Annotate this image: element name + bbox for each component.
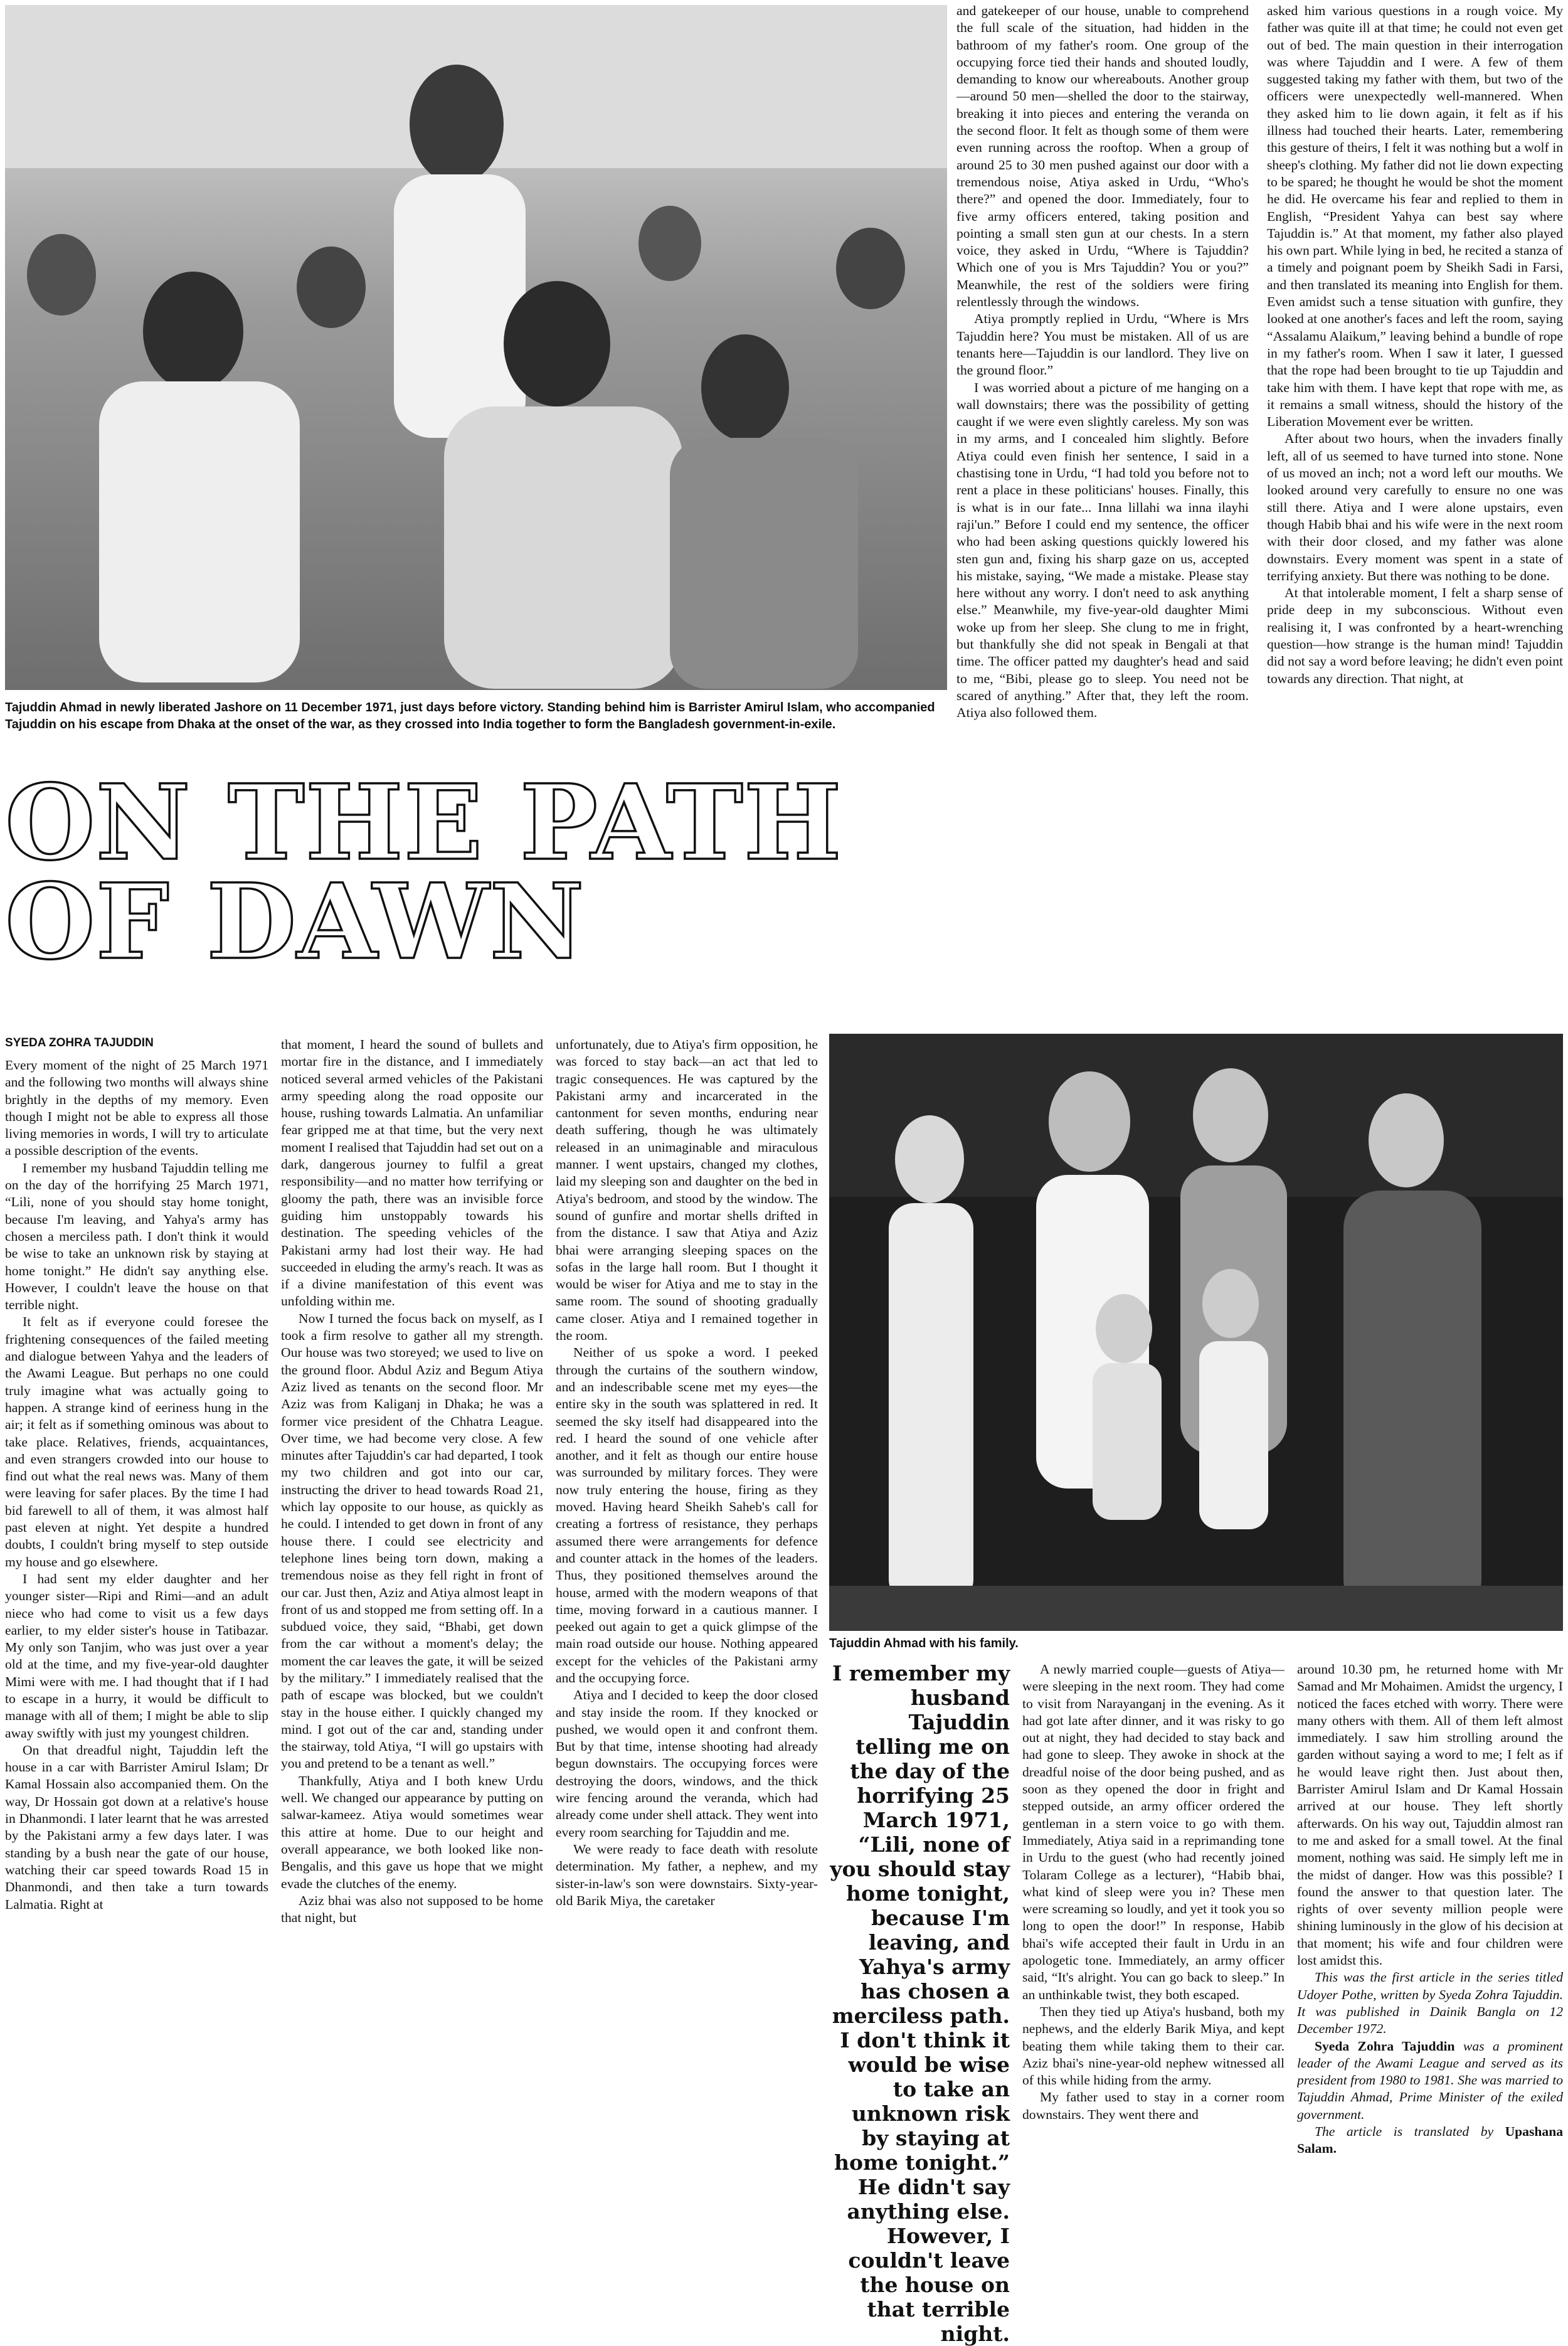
paragraph: asked him various questions in a rough voice. My father was quite ill at that time; he could not even get out of bed. The main question in their interrogation was where Tajuddin and I were. A few of them suggested taking my father with them, but two of the officers were unexpectedly well-mannered. When they asked him to lie down again, it felt as if his illness had touched their hearts. Later, remembering this gesture of theirs, I felt it was nothing but a wolf in sheep's clothing. My father did not lie down expecting to be spared; he thought he would be shot the moment he did. He overcame his fear and replied to them in English, “President Yahya can best say where Tajuddin is.” At that moment, my father also played his own part. While lying in bed, he recited a stanza of a timely and poignant poem by Sheikh Sadi in Farsi, and then translated its meaning into English for them. Even amidst such a tense situation with gunfire, they looked at one another's faces and left the room, saying “Assalamu Alaikum,” leaving behind a bundle of rope in my father's room. When I saw it later, I guessed that the rope had been brought to tie up Tajuddin and take him with them. I have kept that rope with me, as it remains a small witness, should the history of the Liberation Movement ever be written.: [1267, 3, 1563, 430]
paragraph: A newly married couple—guests of Atiya—were sleeping in the next room. They had come to visit from Narayanganj in the evening. As it had got late after dinner, and it was risky to go out at night, they had decided to stay back and had gone to sleep. They awoke in shock at the dreadful noise of the door being pushed, and as soon as they opened the door in fright and stepped outside, an army officer ordered the gentleman in a stern voice to go with them. Immediately, Atiya said in a reprimanding tone in Urdu to the guest (who had recently joined Tolaram College as a lecturer), “Habib bhai, what kind of sleep were you in? These men were screaming so loudly, and yet it took you so long to open the door!” In response, Habib bhai's wife accepted their fault in Urdu in an apologetic tone. Immediately, an army officer said, “It's alright. You can go back to sleep.” In an unthinkable twist, they both escaped.: [1022, 1662, 1285, 2002]
pull-quote: I remember my husband Tajuddin telling me on the day of the horrifying 25 March 1971, “Lili, none of you should stay home tonight, because I'm leaving, and Yahya's army has chosen a merciless path. I don't think it would be wise to take an unknown risk by staying at home tonight.” He didn't say anything else. However, I couldn't leave the house on that terrible night.: [830, 1661, 1010, 2346]
paragraph: After about two hours, when the invaders finally left, all of us seemed to have turned into stone. None of us moved an inch; not a word left our mouths. We looked around very carefully to ensure no one was still there. Atiya and I were alone upstairs, even though Habib bhai and his wife were in the next room with their door closed, and my father was alone downstairs. Every moment was spent in a state of terrifying anxiety. But there was nothing to be done.: [1267, 431, 1563, 583]
column-5: [1297, 1661, 1563, 2301]
paragraph: It felt as if everyone could foresee the frightening consequences of the failed meeting and dialogue between Yahya and the leaders of the Awami League. But perhaps no one could truly imagine what was actually going to happen. A strange kind of eeriness hung in the air; it felt as if something ominous was about to take place. Relatives, friends, acquaintances, and even strangers crowded into our house to find out what the real news was. Many of them were leaving for safer places. By the time I had bid farewell to all of them, it was almost half past eleven at night. Yet despite a hundred doubts, I couldn't bring myself to step outside my house and go elsewhere.: [5, 1314, 268, 1569]
photo-family-caption: Tajuddin Ahmad with his family.: [829, 1637, 1019, 1650]
paragraph: At that intolerable moment, I felt a sharp sense of pride deep in my subconscious. Without even realising it, I was confronted by a heart-wrenching question—how strange is the human mind! Tajuddin did not say a word before leaving; he didn't even point towards any direction. That night, at: [1267, 585, 1563, 686]
photo-family: [829, 1034, 1563, 1631]
paragraph: We were ready to face death with resolute determination. My father, a nephew, and my sister-in-law's son were downstairs. Sixty-year-old Barik Miya, the caretaker: [556, 1841, 818, 1908]
translator-name: Upashana Salam.: [1297, 2124, 1563, 2157]
author-bio: was a prominent leader of the Awami League and served as its president from 1980 to 1981. She was married to Tajuddin Ahmad, Prime Minister of the exiled government.: [1297, 2038, 1563, 2122]
paragraph: Atiya and I decided to keep the door closed and stay inside the room. If they knocked or pushed, we would open it and confront them. But by that time, intense shooting had already begun downstairs. The occupying forces were destroying the doors, windows, and the thick wire fencing around the veranda, which had already come under shell attack. They went into every room searching for Tajuddin and me.: [556, 1687, 818, 1840]
paragraph: I had sent my elder daughter and her younger sister—Ripi and Rimi—and an adult niece who had come to visit us a few days earlier, to my elder sister's house in Tatibazar. My only son Tanjim, who was just over a year old at the time, and my five-year-old daughter Mimi were with me. I had thought that if I had to escape in a hurry, it would be difficult to manage with all of them; I might be able to slip away swiftly with just my youngest children.: [5, 1571, 268, 1741]
photo-family-image: [829, 1034, 1563, 1631]
translation-prefix: The article is translated by: [1315, 2124, 1505, 2140]
translation-note: [1297, 2123, 1563, 2158]
paragraph: Now I turned the focus back on myself, as I took a firm resolve to gather all my strength. Our house was two storeyed; we used to live on the ground floor. Abdul Aziz and Begum Atiya Aziz lived as tenants on the second floor. Mr Aziz was from Kaliganj in Dhaka; he was a former vice president of the Chhatra League. Over time, we had become very close. A few minutes after Tajuddin's car had departed, I took my two children and got into our car, instructing the driver to head towards Road 21, which lay opposite to our house, as quickly as he could. I intended to get down in front of any house there. I could see electricity and telephone lines being torn down, making a tremendous noise as they fell right in front of our car. Just then, Aziz and Atiya almost leapt in front of us and stopped me from setting off. In a subdued voice, they said, “Bhabi, get down from the car without a moment's delay; the moment the car leaves the gate, it will be seized by the military.” I immediately realised that the path of escape was blocked, but we couldn't stay in the house either. I quickly changed my mind. I got out of the car and, standing under the stairway, told Atiya, “I will go upstairs with you and pretend to be a tenant as well.”: [281, 1310, 543, 1771]
series-note: This was the first article in the series titled Udoyer Pothe, written by Syeda Zohra Tajuddin. It was published in Dainik Bangla on 12 December 1972.: [1297, 1970, 1563, 2037]
author-name: Syeda Zohra Tajuddin: [1315, 2038, 1455, 2054]
photo-jashore-image: [5, 5, 947, 690]
paragraph: and gatekeeper of our house, unable to comprehend the full scale of the situation, had hidden in the bathroom of my father's room. One group of the occupying force tied their hands and shouted loudly, demanding to know our whereabouts. Another group—around 50 men—shelled the door to the stairway, breaking it into pieces and entering the veranda on the second floor. It felt as though some of them were even running across the rooftop. When a group of around 25 to 30 men pushed against our door with a tremendous noise, Atiya asked in Urdu, “Who's there?” and opened the door. Immediately, four to five army officers entered, taking position and pointing a small sten gun at our chests. In a stern voice, they asked in Urdu, “Where is Tajuddin? Which one of you is Mrs Tajuddin? You or you?” Meanwhile, the rest of the soldiers were firing relentlessly through the windows.: [956, 3, 1249, 310]
column-top-b: [1267, 3, 1563, 1000]
photo-jashore-caption: Tajuddin Ahmad in newly liberated Jashore on 11 December 1971, just days before victory. Standing behind him is Barrister Amirul Islam, who accompanied Tajuddin on his escape from Dhaka at the onset of the war, as they crossed into India together to form the Bangladesh government-in-exile.: [5, 701, 935, 731]
paragraph: My father used to stay in a corner room downstairs. They went there and: [1022, 2089, 1285, 2122]
paragraph: Aziz bhai was also not supposed to be home that night, but: [281, 1892, 543, 1926]
paragraph: that moment, I heard the sound of bullets and mortar fire in the distance, and I immediately noticed several armed vehicles of the Pakistani army speeding along the road opposite our house, rushing towards Lalmatia. An unfamiliar fear gripped me at that time, but the very next moment I realised that Tajuddin had set out on a dark, dangerous journey to fulfil a great responsibility—and no matter how terrifying or gloomy the path, there was an invisible force guiding him unstoppably towards his destination. The speeding vehicles of the Pakistani army had lost their way. He had succeeded in eluding the army's reach. It was as if a divine manifestation of this event was unfolding within me.: [281, 1037, 543, 1309]
paragraph: around 10.30 pm, he returned home with Mr Samad and Mr Mohaimen. Amidst the urgency, I noticed the faces etched with worry. There were many others with them. All of them left almost immediately. I saw him strolling around the garden without saying a word to me; I felt as if he would leave right then. Just about then, Barrister Amirul Islam and Dr Kamal Hossain arrived at our house. They left shortly afterwards. On his way out, Tajuddin almost ran to me and asked for a small towel. At the final moment, nothing was said. He simply left me in the midst of danger. How was this possible? I found the answer to that question later. The rights of over seventy million people were shining luminously in the glow of his decision at that moment; his wife and four children were lost amidst this.: [1297, 1662, 1563, 1968]
headline-line-2: OF DAWN: [5, 861, 585, 982]
paragraph: Thankfully, Atiya and I both knew Urdu well. We changed our appearance by putting on salwar-kameez. Atiya would sometimes wear this attire at home. Due to our height and overall appearance, we both looked like non-Bengalis, and this gave us hope that we might evade the clutches of the enemy.: [281, 1773, 543, 1891]
paragraph: I remember my husband Tajuddin telling me on the day of the horrifying 25 March 1971, “Lili, none of you should stay home tonight, because I'm leaving, and Yahya's army has chosen a merciless path. I don't think it would be wise to take an unknown risk by staying at home tonight.” He didn't say anything else. However, I couldn't leave the house on that terrible night.: [5, 1160, 268, 1313]
column-2: [281, 1036, 543, 2300]
paragraph: unfortunately, due to Atiya's firm opposition, he was forced to stay back—an act that led to tragic consequences. He was captured by the Pakistani army and incarcerated in the cantonment for seven months, enduring near death suffering, though he was ultimately released in an unimaginable and miraculous manner. I went upstairs, changed my clothes, laid my sleeping son and daughter on the bed in Atiya's bedroom, and stood by the window. The sound of gunfire and mortar shells drifted in from the distance. I saw that Atiya and Aziz bhai were arranging sleeping spaces on the sofas in the large hall room. But I thought it would be wiser for Atiya and me to stay in the same room. The sound of shooting gradually came closer. Atiya and I remained together in the room.: [556, 1037, 818, 1344]
byline: SYEDA ZOHRA TAJUDDIN: [5, 1036, 154, 1049]
paragraph: On that dreadful night, Tajuddin left the house in a car with Barrister Amirul Islam; Dr Kamal Hossain also accompanied them. On the way, Dr Hossain got down at a relative's house in Dhanmondi. I later learnt that he was arrested by the Pakistani army a few days later. I was standing by a bush near the gate of our house, watching their car speed towards Road 15 in Dhanmondi, and then take a turn towards Lalmatia. Right at: [5, 1742, 268, 1912]
paragraph: Atiya promptly replied in Urdu, “Where is Mrs Tajuddin here? You must be mistaken. All of us are tenants here—Tajuddin is our landlord. They live on the ground floor.”: [956, 311, 1249, 378]
photo-jashore: [5, 5, 947, 690]
column-4: [1022, 1661, 1285, 2301]
paragraph: Every moment of the night of 25 March 1971 and the following two months will always shine brightly in the depths of my memory. Even though I might not be able to express all those living memories in words, I will try to articulate a possible description of the events.: [5, 1058, 268, 1159]
paragraph: I was worried about a picture of me hanging on a wall downstairs; there was the possibility of getting caught if we were even slightly careless. My son was in my arms, and I concealed him slightly. Before Atiya could even finish her sentence, I said in a chastising tone in Urdu, “I had told you before not to rent a place in these politicians' houses. Finally, this is what is in our fate... Inna lillahi wa inna ilayhi raji'un.” Before I could end my sentence, the officer who had been asking questions quickly lowered his sten gun and, fixing his sharp gaze on us, accepted his mistake, saying, “We made a mistake. Please stay here without any worry. I don't need to ask anything else.” Meanwhile, my five-year-old daughter Mimi woke up from her sleep. She clung to me in fright, but thankfully she did not speak in Bengali at that time. The officer patted my daughter's head and said to me, “Bibi, please go to sleep. You need not be scared of anything.” After that, they left the room. Atiya also followed them.: [956, 380, 1249, 721]
column-1: [5, 1057, 268, 2300]
headline: [5, 762, 946, 982]
paragraph: Neither of us spoke a word. I peeked through the curtains of the southern window, and an indescribable scene met my eyes—the entire sky in the south was splattered in red. It seemed the sky itself had disappeared into the red. I heard the sound of one vehicle after another, and it felt as though our entire house was surrounded by military forces. They were now truly entering the house, firing as they moved. Having heard Sheikh Saheb's call for creating a fortress of resistance, they perhaps assumed there were arrangements for defence and counter attack in the homes of the leaders. Thus, they positioned themselves around the house, armed with the modern weapons of that time, moving forward in a cautious manner. I peeked out again to get a quick glimpse of the main road outside our house. Nothing appeared except for the vehicles of the Pakistani army and the occupying force.: [556, 1345, 818, 1685]
paragraph: Then they tied up Atiya's husband, both my nephews, and the elderly Barik Miya, and kept beating them while taking them to their car. Aziz bhai's nine-year-old nephew witnessed all of this while hiding from the army.: [1022, 2004, 1285, 2088]
column-3: [556, 1036, 818, 2300]
headline-line-1: ON THE PATH: [5, 762, 842, 883]
author-note: [1297, 2038, 1563, 2123]
column-top-a: [956, 3, 1249, 1000]
